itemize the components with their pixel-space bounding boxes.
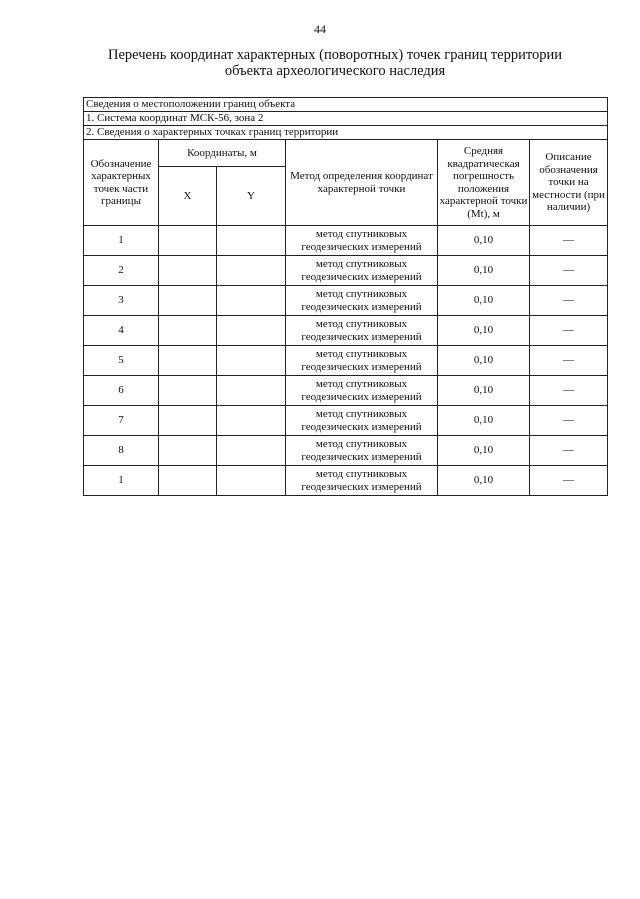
accuracy-cell: 0,10 [438, 466, 530, 496]
method-cell: метод спутниковых геодезических измерений [286, 256, 438, 286]
section-header: Сведения о местоположении границ объекта [84, 98, 608, 112]
col-header-coordinates: Координаты, м [159, 140, 286, 167]
coord-system-row: 1. Система координат МСК-56, зона 2 [84, 112, 608, 126]
col-header-method: Метод определения координат характерной точки [286, 140, 438, 226]
accuracy-cell: 0,10 [438, 286, 530, 316]
col-header-y: Y [217, 167, 286, 226]
point-cell: 1 [84, 466, 159, 496]
point-cell: 3 [84, 286, 159, 316]
point-cell: 5 [84, 346, 159, 376]
description-cell: — [530, 286, 608, 316]
description-cell: — [530, 466, 608, 496]
accuracy-cell: 0,10 [438, 256, 530, 286]
x-cell [159, 286, 217, 316]
description-cell: — [530, 406, 608, 436]
point-cell: 7 [84, 406, 159, 436]
page-number: 44 [314, 22, 326, 36]
point-cell: 6 [84, 376, 159, 406]
point-cell: 4 [84, 316, 159, 346]
method-cell: метод спутниковых геодезических измерений [286, 376, 438, 406]
x-cell [159, 316, 217, 346]
accuracy-cell: 0,10 [438, 406, 530, 436]
table-row [84, 316, 608, 346]
method-cell: метод спутниковых геодезических измерений [286, 286, 438, 316]
y-cell [217, 226, 286, 256]
method-cell: метод спутниковых геодезических измерений [286, 466, 438, 496]
method-cell: метод спутниковых геодезических измерений [286, 316, 438, 346]
points-header-row: 2. Сведения о характерных точках границ территории [84, 126, 608, 140]
title-line-1: Перечень координат характерных (поворотных) точек границ территории [107, 47, 563, 63]
table-row [84, 226, 608, 256]
point-cell: 1 [84, 226, 159, 256]
y-cell [217, 346, 286, 376]
point-cell: 2 [84, 256, 159, 286]
y-cell [217, 286, 286, 316]
table-row [84, 256, 608, 286]
col-header-description: Описание обозначения точки на местности (при наличии) [530, 140, 608, 226]
title-line-2: объекта археологического наследия [224, 63, 446, 79]
y-cell [217, 256, 286, 286]
y-cell [217, 316, 286, 346]
document-title [90, 47, 580, 79]
description-cell: — [530, 436, 608, 466]
col-header-x: X [159, 167, 217, 226]
point-cell: 8 [84, 436, 159, 466]
y-cell [217, 376, 286, 406]
coordinates-table [83, 97, 608, 496]
y-cell [217, 436, 286, 466]
accuracy-cell: 0,10 [438, 226, 530, 256]
accuracy-cell: 0,10 [438, 346, 530, 376]
x-cell [159, 436, 217, 466]
y-cell [217, 466, 286, 496]
table-row [84, 406, 608, 436]
table-row [84, 346, 608, 376]
method-cell: метод спутниковых геодезических измерений [286, 346, 438, 376]
table-row [84, 436, 608, 466]
x-cell [159, 346, 217, 376]
table-row [84, 466, 608, 496]
method-cell: метод спутниковых геодезических измерений [286, 436, 438, 466]
x-cell [159, 226, 217, 256]
col-header-accuracy: Средняя квадратическая погрешность положения характерной точки (Mt), м [438, 140, 530, 226]
description-cell: — [530, 376, 608, 406]
table-row [84, 286, 608, 316]
method-cell: метод спутниковых геодезических измерений [286, 406, 438, 436]
table-row [84, 376, 608, 406]
description-cell: — [530, 346, 608, 376]
x-cell [159, 466, 217, 496]
description-cell: — [530, 316, 608, 346]
y-cell [217, 406, 286, 436]
accuracy-cell: 0,10 [438, 376, 530, 406]
accuracy-cell: 0,10 [438, 316, 530, 346]
x-cell [159, 376, 217, 406]
x-cell [159, 406, 217, 436]
x-cell [159, 256, 217, 286]
description-cell: — [530, 226, 608, 256]
description-cell: — [530, 256, 608, 286]
accuracy-cell: 0,10 [438, 436, 530, 466]
col-header-point-designation: Обозначение характерных точек части границы [84, 140, 159, 226]
method-cell: метод спутниковых геодезических измерений [286, 226, 438, 256]
